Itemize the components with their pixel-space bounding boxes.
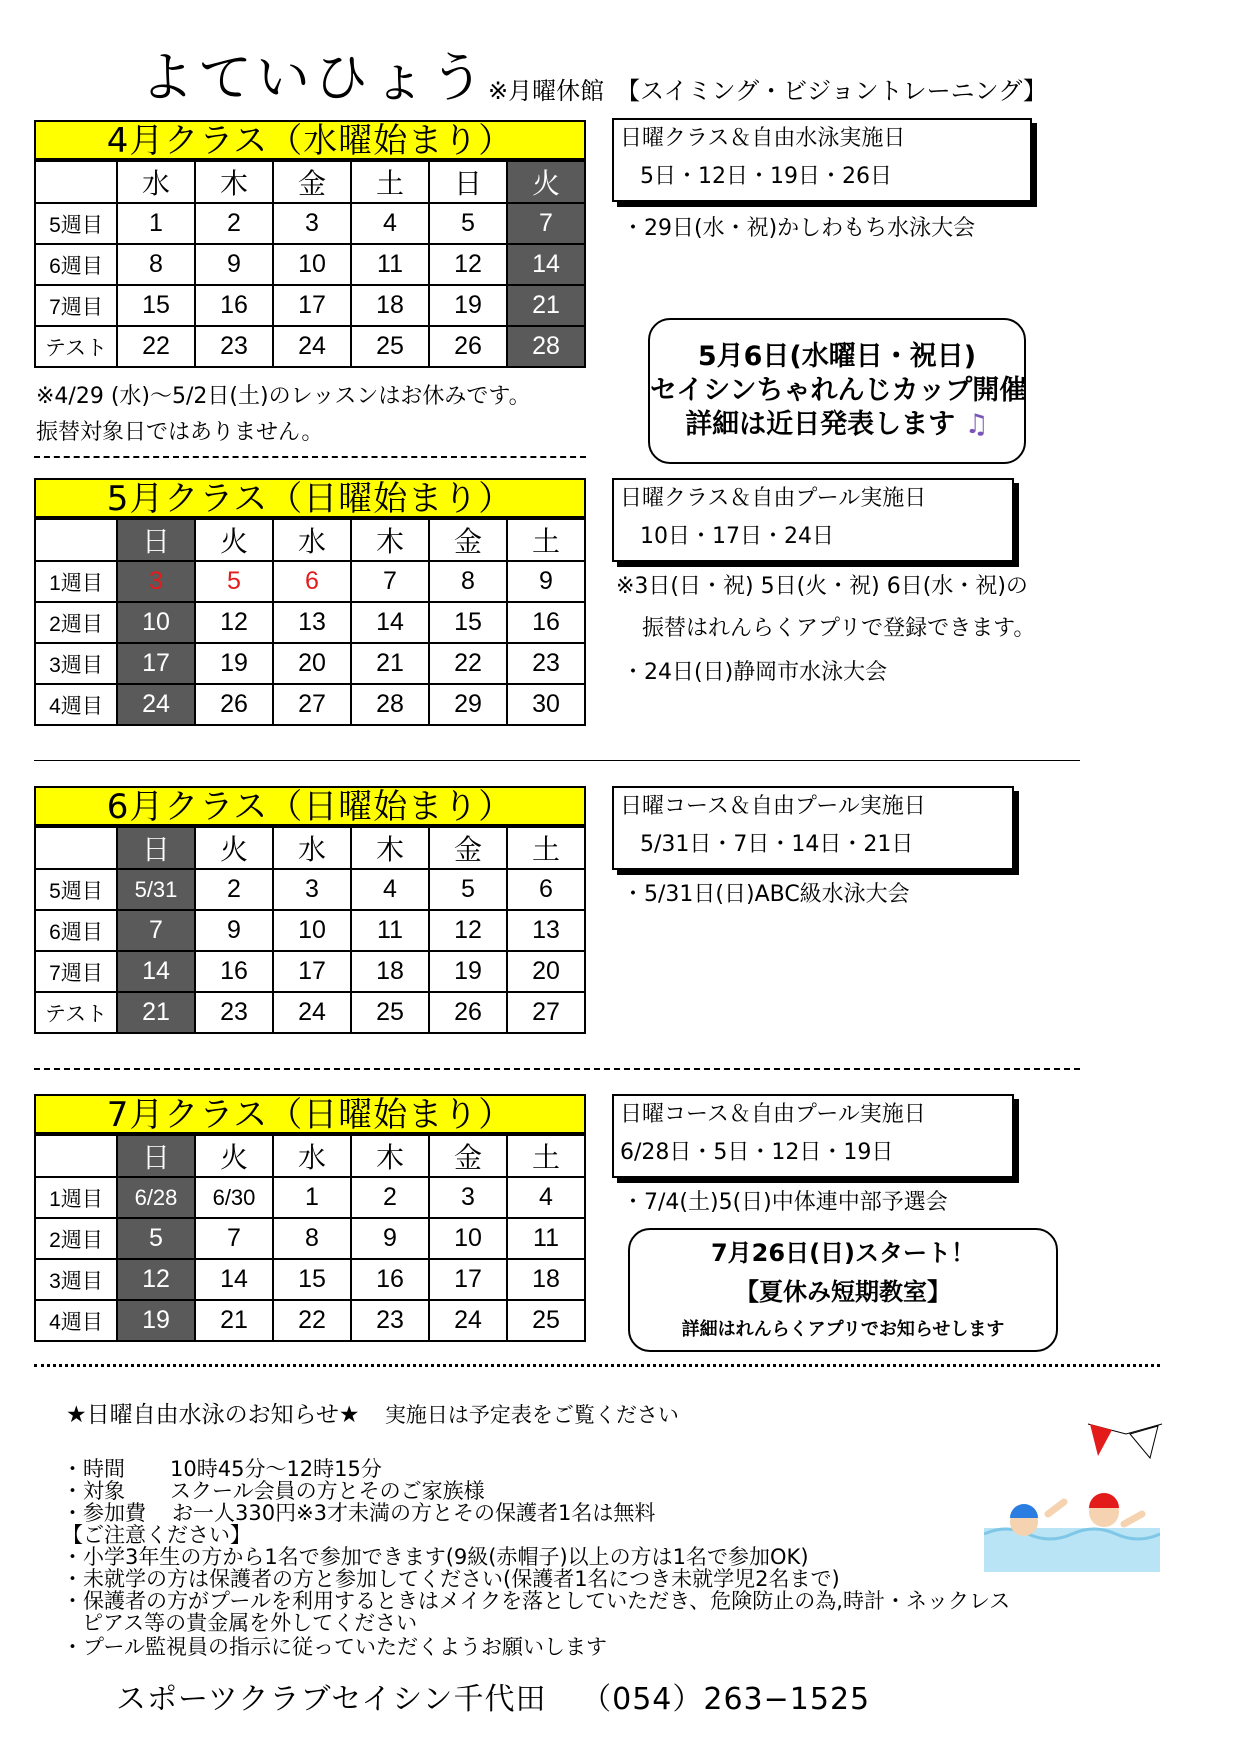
notice-rule-3b: ピアス等の貴金属を外してください [82, 1611, 418, 1635]
notice-rule-1: ・小学3年生の方から1名で参加できます(9級(赤帽子)以上の方は1名で参加OK) [62, 1545, 809, 1569]
july-date-cell: 19 [117, 1300, 195, 1341]
april-info-dates: 5日・12日・19日・26日 [640, 164, 892, 189]
challenge-cup-box [648, 318, 1026, 464]
cup-line-3: 詳細は近日発表します [685, 409, 956, 440]
notice-heading [66, 1400, 679, 1430]
june-date-cell: 27 [507, 992, 585, 1033]
june-date-cell: 16 [195, 951, 273, 992]
april-info-title: 日曜クラス＆自由水泳実施日 [620, 126, 906, 151]
may-date-cell: 21 [351, 643, 429, 684]
june-info-dates: 5/31日・7日・14日・21日 [640, 832, 914, 857]
july-week-label: 1週目 [35, 1177, 117, 1218]
april-date-cell: 8 [117, 244, 195, 285]
july-day-header: 日 [117, 1135, 195, 1177]
notice-heading-note: 実施日は予定表をご覧ください [384, 1403, 679, 1427]
may-event: ・24日(日)静岡市水泳大会 [622, 660, 888, 685]
may-day-header: 土 [507, 519, 585, 561]
july-date-cell: 2 [351, 1177, 429, 1218]
june-date-cell: 21 [117, 992, 195, 1033]
may-date-cell: 22 [429, 643, 507, 684]
june-day-header: 水 [273, 827, 351, 869]
may-date-cell: 16 [507, 602, 585, 643]
notice-time-label: ・時間 [62, 1457, 125, 1481]
may-date-cell: 20 [273, 643, 351, 684]
july-date-cell: 21 [195, 1300, 273, 1341]
april-day-header: 木 [195, 161, 273, 203]
may-title: 5月クラス（日曜始まり） [34, 478, 586, 518]
july-date-cell: 15 [273, 1259, 351, 1300]
summer-line-2: 【夏休み短期教室】 [735, 1278, 951, 1306]
may-date-cell: 13 [273, 602, 351, 643]
july-date-cell: 12 [117, 1259, 195, 1300]
june-day-header: 火 [195, 827, 273, 869]
july-info-dates: 6/28日・5日・12日・19日 [620, 1140, 894, 1165]
july-date-cell: 4 [507, 1177, 585, 1218]
july-date-cell: 18 [507, 1259, 585, 1300]
june-event: ・5/31日(日)ABC級水泳大会 [622, 882, 910, 907]
may-info-dates: 10日・17日・24日 [640, 524, 834, 549]
july-date-cell: 16 [351, 1259, 429, 1300]
may-date-cell: 8 [429, 561, 507, 602]
june-date-cell: 5/31 [117, 869, 195, 910]
july-week-label: 4週目 [35, 1300, 117, 1341]
page-subtitle: ※月曜休館 【スイミング・ビジョントレーニング】 [488, 77, 1047, 105]
april-calendar [34, 160, 586, 368]
april-week-label: 6週目 [35, 244, 117, 285]
july-date-cell: 24 [429, 1300, 507, 1341]
june-info-title: 日曜コース＆自由プール実施日 [620, 794, 926, 819]
june-date-cell: 24 [273, 992, 351, 1033]
may-date-cell: 24 [117, 684, 195, 725]
may-date-cell: 30 [507, 684, 585, 725]
april-event: ・29日(水・祝)かしわもち水泳大会 [622, 216, 976, 241]
june-date-cell: 9 [195, 910, 273, 951]
april-date-cell: 24 [273, 326, 351, 367]
notice-time-value: 10時45分～12時15分 [170, 1457, 382, 1481]
april-date-cell: 5 [429, 203, 507, 244]
may-date-cell: 26 [195, 684, 273, 725]
june-day-header: 日 [117, 827, 195, 869]
may-note-2: 振替はれんらくアプリで登録できます。 [642, 616, 1036, 641]
april-note-2: 振替対象日ではありません。 [36, 420, 324, 445]
june-date-cell: 7 [117, 910, 195, 951]
notice-target-label: ・対象 [62, 1479, 125, 1503]
may-day-header: 金 [429, 519, 507, 561]
may-date-cell: 14 [351, 602, 429, 643]
april-date-cell: 1 [117, 203, 195, 244]
may-date-cell: 6 [273, 561, 351, 602]
music-note-icon: ♫ [964, 409, 989, 440]
may-date-cell: 9 [507, 561, 585, 602]
cup-line-2: セイシンちゃれんじカップ開催 [650, 375, 1027, 406]
june-date-cell: 20 [507, 951, 585, 992]
june-date-cell: 13 [507, 910, 585, 951]
april-date-cell: 25 [351, 326, 429, 367]
may-date-cell: 19 [195, 643, 273, 684]
may-corner-cell [35, 519, 117, 561]
june-date-cell: 17 [273, 951, 351, 992]
june-date-cell: 10 [273, 910, 351, 951]
july-event: ・7/4(土)5(日)中体連中部予選会 [622, 1190, 948, 1215]
june-date-cell: 19 [429, 951, 507, 992]
july-date-cell: 3 [429, 1177, 507, 1218]
july-date-cell: 7 [195, 1218, 273, 1259]
may-day-header: 火 [195, 519, 273, 561]
april-date-cell: 14 [507, 244, 585, 285]
june-date-cell: 14 [117, 951, 195, 992]
may-date-cell: 28 [351, 684, 429, 725]
june-date-cell: 23 [195, 992, 273, 1033]
july-day-header: 木 [351, 1135, 429, 1177]
april-date-cell: 22 [117, 326, 195, 367]
june-day-header: 土 [507, 827, 585, 869]
footer-club: スポーツクラブセイシン千代田 [116, 1682, 547, 1717]
april-date-cell: 11 [351, 244, 429, 285]
june-date-cell: 6 [507, 869, 585, 910]
june-corner-cell [35, 827, 117, 869]
may-week-label: 1週目 [35, 561, 117, 602]
may-date-cell: 17 [117, 643, 195, 684]
july-title: 7月クラス（日曜始まり） [34, 1094, 586, 1134]
june-week-label: 6週目 [35, 910, 117, 951]
june-date-cell: 3 [273, 869, 351, 910]
may-calendar [34, 518, 586, 726]
notice-target-value: スクール会員の方とそのご家族様 [170, 1479, 485, 1503]
april-date-cell: 19 [429, 285, 507, 326]
june-week-label: テスト [35, 992, 117, 1033]
june-date-cell: 25 [351, 992, 429, 1033]
cup-line-1: 5月6日(水曜日・祝日) [697, 341, 977, 372]
april-date-cell: 16 [195, 285, 273, 326]
april-day-header: 日 [429, 161, 507, 203]
april-date-cell: 10 [273, 244, 351, 285]
april-day-header: 水 [117, 161, 195, 203]
divider-july [34, 1364, 1160, 1367]
april-day-header: 火 [507, 161, 585, 203]
june-day-header: 木 [351, 827, 429, 869]
april-corner-cell [35, 161, 117, 203]
april-date-cell: 17 [273, 285, 351, 326]
july-date-cell: 14 [195, 1259, 273, 1300]
july-date-cell: 23 [351, 1300, 429, 1341]
footer [116, 1680, 870, 1720]
footer-phone: （054）263−1525 [581, 1682, 871, 1717]
july-date-cell: 5 [117, 1218, 195, 1259]
july-date-cell: 11 [507, 1218, 585, 1259]
june-date-cell: 11 [351, 910, 429, 951]
july-info-box [612, 1094, 1014, 1178]
july-date-cell: 17 [429, 1259, 507, 1300]
june-title: 6月クラス（日曜始まり） [34, 786, 586, 826]
summer-line-1: 7月26日(日)スタート！ [710, 1239, 976, 1267]
april-note-1: ※4/29 (水)～5/2日(土)のレッスンはお休みです。 [36, 384, 531, 409]
april-week-label: テスト [35, 326, 117, 367]
july-week-label: 3週目 [35, 1259, 117, 1300]
april-title: 4月クラス（水曜始まり） [34, 120, 586, 160]
summer-class-box [628, 1228, 1058, 1352]
april-week-label: 5週目 [35, 203, 117, 244]
july-date-cell: 10 [429, 1218, 507, 1259]
june-week-label: 5週目 [35, 869, 117, 910]
july-date-cell: 1 [273, 1177, 351, 1218]
may-day-header: 木 [351, 519, 429, 561]
may-date-cell: 7 [351, 561, 429, 602]
summer-line-3: 詳細はれんらくアプリでお知らせします [681, 1319, 1005, 1340]
notice-caution: 【ご注意ください】 [62, 1523, 251, 1547]
may-week-label: 2週目 [35, 602, 117, 643]
may-date-cell: 15 [429, 602, 507, 643]
july-day-header: 水 [273, 1135, 351, 1177]
may-date-cell: 3 [117, 561, 195, 602]
july-corner-cell [35, 1135, 117, 1177]
may-date-cell: 5 [195, 561, 273, 602]
may-date-cell: 23 [507, 643, 585, 684]
may-day-header: 日 [117, 519, 195, 561]
notice-fee-label: ・参加費 [62, 1501, 146, 1525]
june-date-cell: 4 [351, 869, 429, 910]
notice-fee-value: お一人330円※3才未満の方とその保護者1名は無料 [172, 1501, 656, 1525]
april-date-cell: 23 [195, 326, 273, 367]
april-date-cell: 9 [195, 244, 273, 285]
june-date-cell: 26 [429, 992, 507, 1033]
notice-rule-3a: ・保護者の方がプールを利用するときはメイクを落としていただき、危険防止の為,時計・ネックレス [62, 1589, 1011, 1613]
june-day-header: 金 [429, 827, 507, 869]
divider-june [34, 1068, 1080, 1070]
june-week-label: 7週目 [35, 951, 117, 992]
june-date-cell: 2 [195, 869, 273, 910]
may-note-1: ※3日(日・祝) 5日(火・祝) 6日(水・祝)の [616, 574, 1028, 599]
may-date-cell: 29 [429, 684, 507, 725]
april-info-box [612, 118, 1032, 202]
june-calendar [34, 826, 586, 1034]
june-date-cell: 18 [351, 951, 429, 992]
july-day-header: 土 [507, 1135, 585, 1177]
july-day-header: 金 [429, 1135, 507, 1177]
july-day-header: 火 [195, 1135, 273, 1177]
april-date-cell: 7 [507, 203, 585, 244]
july-week-label: 2週目 [35, 1218, 117, 1259]
may-info-box [612, 478, 1014, 562]
may-week-label: 3週目 [35, 643, 117, 684]
swimmers-illustration-icon [984, 1484, 1160, 1574]
page-title: よていひょう [140, 46, 488, 109]
divider-april [34, 456, 586, 458]
april-date-cell: 4 [351, 203, 429, 244]
june-date-cell: 12 [429, 910, 507, 951]
july-date-cell: 8 [273, 1218, 351, 1259]
july-date-cell: 9 [351, 1218, 429, 1259]
july-calendar [34, 1134, 586, 1342]
june-info-box [612, 786, 1014, 870]
may-date-cell: 10 [117, 602, 195, 643]
july-date-cell: 6/28 [117, 1177, 195, 1218]
may-day-header: 水 [273, 519, 351, 561]
april-day-header: 金 [273, 161, 351, 203]
notice-rule-4: ・プール監視員の指示に従っていただくようお願いします [62, 1635, 607, 1659]
july-date-cell: 25 [507, 1300, 585, 1341]
pennant-flags-icon [1086, 1418, 1164, 1470]
april-date-cell: 26 [429, 326, 507, 367]
july-info-title: 日曜コース＆自由プール実施日 [620, 1102, 926, 1127]
divider-may [34, 760, 1080, 761]
april-date-cell: 21 [507, 285, 585, 326]
june-date-cell: 5 [429, 869, 507, 910]
july-date-cell: 22 [273, 1300, 351, 1341]
may-date-cell: 27 [273, 684, 351, 725]
notice-rule-2: ・未就学の方は保護者の方と参加してください(保護者1名につき未就学児2名まで) [62, 1567, 840, 1591]
april-date-cell: 15 [117, 285, 195, 326]
notice-heading-text: ★日曜自由水泳のお知らせ★ [66, 1402, 360, 1428]
april-date-cell: 2 [195, 203, 273, 244]
april-date-cell: 28 [507, 326, 585, 367]
may-week-label: 4週目 [35, 684, 117, 725]
april-date-cell: 18 [351, 285, 429, 326]
may-info-title: 日曜クラス＆自由プール実施日 [620, 486, 927, 511]
april-week-label: 7週目 [35, 285, 117, 326]
april-date-cell: 12 [429, 244, 507, 285]
april-date-cell: 3 [273, 203, 351, 244]
july-date-cell: 6/30 [195, 1177, 273, 1218]
april-day-header: 土 [351, 161, 429, 203]
may-date-cell: 12 [195, 602, 273, 643]
